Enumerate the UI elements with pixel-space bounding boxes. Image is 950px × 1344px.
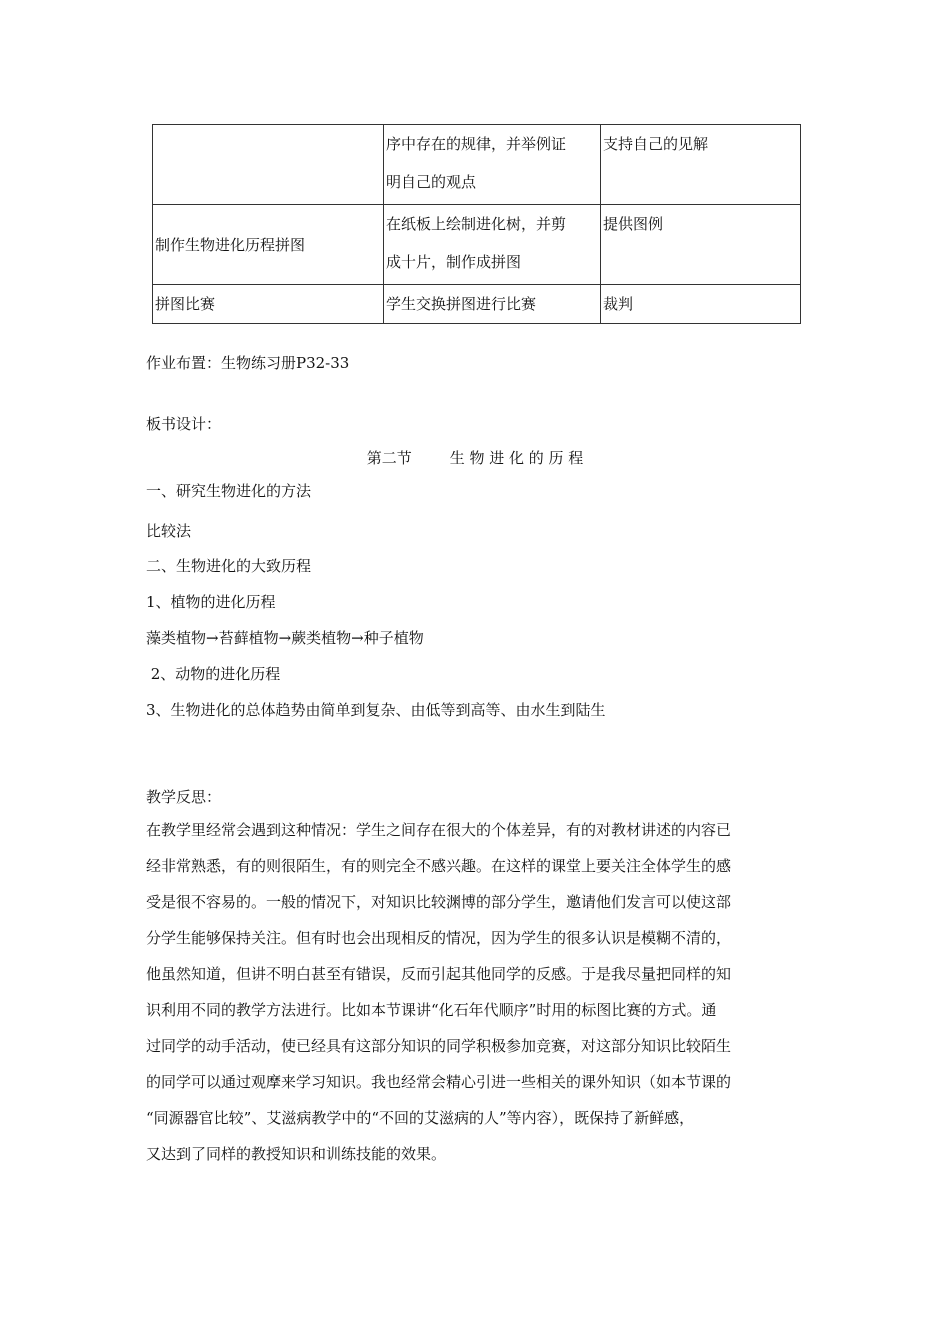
- board-item: 3、生物进化的总体趋势由简单到复杂、由低等到高等、由水生到陆生: [146, 701, 606, 719]
- cell-line: 学生交换拼图进行比赛: [386, 295, 537, 313]
- table-cell: [384, 125, 601, 205]
- board-item: 2、动物的进化历程: [146, 665, 281, 683]
- table-cell: 支持自己的见解: [601, 125, 801, 205]
- activity-table: [152, 124, 801, 324]
- paragraph-line: 过同学的动手活动，使已经具有这部分知识的同学积极参加竞赛，对这部分知识比较陌生: [146, 1037, 732, 1055]
- homework-line: 作业布置：生物练习册P32-33: [146, 354, 350, 372]
- table-cell: 裁判: [601, 285, 801, 324]
- paragraph-line: 又达到了同样的教授知识和训练技能的效果。: [146, 1145, 447, 1163]
- reflection-paragraph: [146, 812, 810, 1172]
- table-cell: [153, 125, 384, 205]
- board-title: [0, 447, 950, 468]
- cell-line: 在纸板上绘制进化树，并剪: [386, 215, 567, 233]
- board-title-name: 生 物 进 化 的 历 程: [449, 449, 584, 467]
- board-label: 板书设计：: [146, 415, 222, 433]
- table-cell: 拼图比赛: [153, 285, 384, 324]
- paragraph-line: 受是很不容易的。一般的情况下，对知识比较渊博的部分学生，邀请他们发言可以使这部: [146, 893, 732, 911]
- table-cell: [384, 205, 601, 285]
- board-title-section: 第二节: [366, 449, 412, 467]
- table-row: [153, 205, 801, 285]
- cell-line: 明自己的观点: [386, 173, 477, 191]
- table-cell: 制作生物进化历程拼图: [153, 205, 384, 285]
- board-item: 二、生物进化的大致历程: [146, 557, 312, 575]
- table-row: [153, 285, 801, 324]
- paragraph-line: 分学生能够保持关注。但有时也会出现相反的情况，因为学生的很多认识是模糊不清的，: [146, 929, 732, 947]
- board-item: 一、研究生物进化的方法: [146, 482, 312, 500]
- reflection-label: 教学反思：: [146, 788, 222, 806]
- paragraph-line: 在教学里经常会遇到这种情况：学生之间存在很大的个体差异，有的对教材讲述的内容已: [146, 821, 732, 839]
- cell-line: 序中存在的规律，并举例证: [386, 135, 567, 153]
- paragraph-line: 他虽然知道，但讲不明白甚至有错误，反而引起其他同学的反感。于是我尽量把同样的知: [146, 965, 732, 983]
- table-row: [153, 125, 801, 205]
- board-item: 比较法: [146, 522, 192, 540]
- board-item: 藻类植物→苔藓植物→蕨类植物→种子植物: [146, 629, 424, 647]
- cell-line: 成十片，制作成拼图: [386, 253, 522, 271]
- table-cell: 提供图例: [601, 205, 801, 285]
- paragraph-line: “同源器官比较”、艾滋病教学中的“不回的艾滋病的人”等内容），既保持了新鲜感，: [146, 1109, 695, 1127]
- board-item: 1、植物的进化历程: [146, 593, 276, 611]
- paragraph-line: 的同学可以通过观摩来学习知识。我也经常会精心引进一些相关的课外知识（如本节课的: [146, 1073, 732, 1091]
- paragraph-line: 经非常熟悉，有的则很陌生，有的则完全不感兴趣。在这样的课堂上要关注全体学生的感: [146, 857, 732, 875]
- table-cell: [384, 285, 601, 324]
- paragraph-line: 识利用不同的教学方法进行。比如本节课讲“化石年代顺序”时用的标图比赛的方式。通: [146, 1001, 717, 1019]
